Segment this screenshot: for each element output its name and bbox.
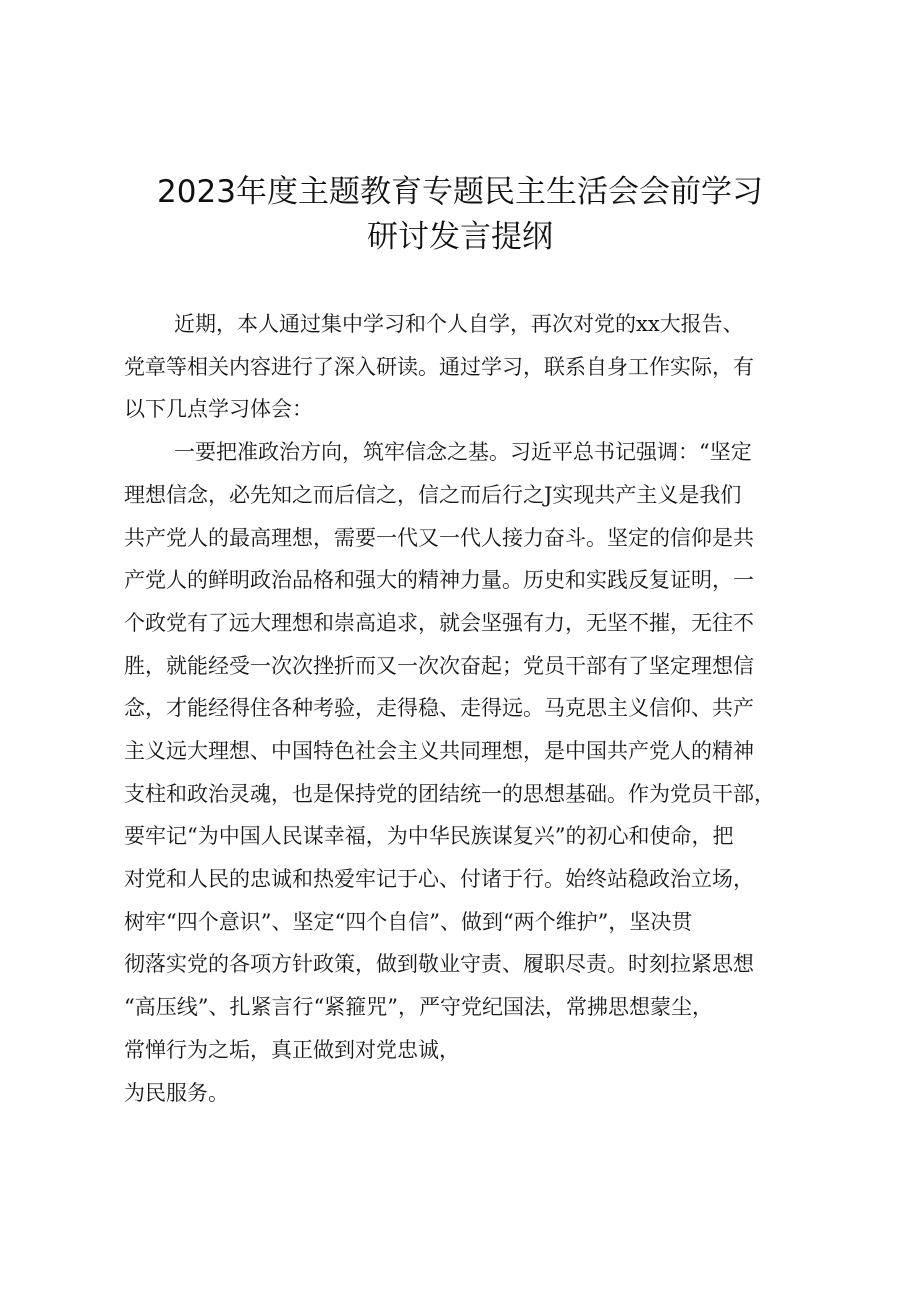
body-line-5: 理想信念，必先知之而后信之，信之而后行之J实现共产主义是我们	[124, 483, 742, 507]
body-line-15: 树牢“四个意识”、坚定“四个自信”、做到“两个维护”，坚决贯	[124, 910, 693, 934]
body-line-8: 个政党有了远大理想和崇高追求，就会坚强有力，无坚不摧，无往不	[124, 611, 754, 635]
body-line-9: 胜，就能经受一次次挫折而又一次次奋起；党员干部有了坚定理想信	[124, 654, 754, 678]
body-line-3: 以下几点学习体会：	[124, 397, 313, 421]
body-line-11: 主义远大理想、中国特色社会主义共同理想，是中国共产党人的精神	[124, 739, 754, 763]
body-line-12: 支柱和政治灵魂，也是保持党的团结统一的思想基础。作为党员干部，	[124, 782, 775, 806]
body-line-4: 一要把准政治方向，筑牢信念之基。习近平总书记强调：“坚定	[174, 440, 752, 464]
body-line-19: 为民服务。	[124, 1081, 229, 1105]
body-line-14: 对党和人民的忠诚和热爱牢记于心、付诸于行。始终站稳政治立场，	[124, 867, 754, 891]
body-line-7: 产党人的鲜明政治品格和强大的精神力量。历史和实践反复证明，一	[124, 568, 754, 592]
body-line-6: 共产党人的最高理想，需要一代又一代人接力奋斗。坚定的信仰是共	[124, 526, 754, 550]
document-title-line-1: 2023年度主题教育专题民主生活会会前学习	[157, 174, 763, 210]
body-line-2: 党章等相关内容进行了深入研读。通过学习，联系自身工作实际，有	[124, 355, 754, 379]
body-line-17: “高压线”、扎紧言行“紧箍咒”，严守党纪国法，常拂思想蒙尘，	[124, 995, 713, 1019]
body-line-16: 彻落实党的各项方针政策，做到敬业守责、履职尽责。时刻拉紧思想	[124, 952, 754, 976]
body-line-1: 近期，本人通过集中学习和个人自学，再次对党的xx大报告、	[174, 312, 744, 336]
body-line-13: 要牢记“为中国人民谋幸福，为中华民族谋复兴”的初心和使命，把	[124, 824, 734, 848]
body-line-10: 念，才能经得住各种考验，走得稳、走得远。马克思主义信仰、共产	[124, 696, 754, 720]
body-line-18: 常惮行为之垢，真正做到对党忠诚，	[124, 1038, 460, 1062]
document-title-line-2: 研讨发言提纲	[367, 219, 553, 255]
